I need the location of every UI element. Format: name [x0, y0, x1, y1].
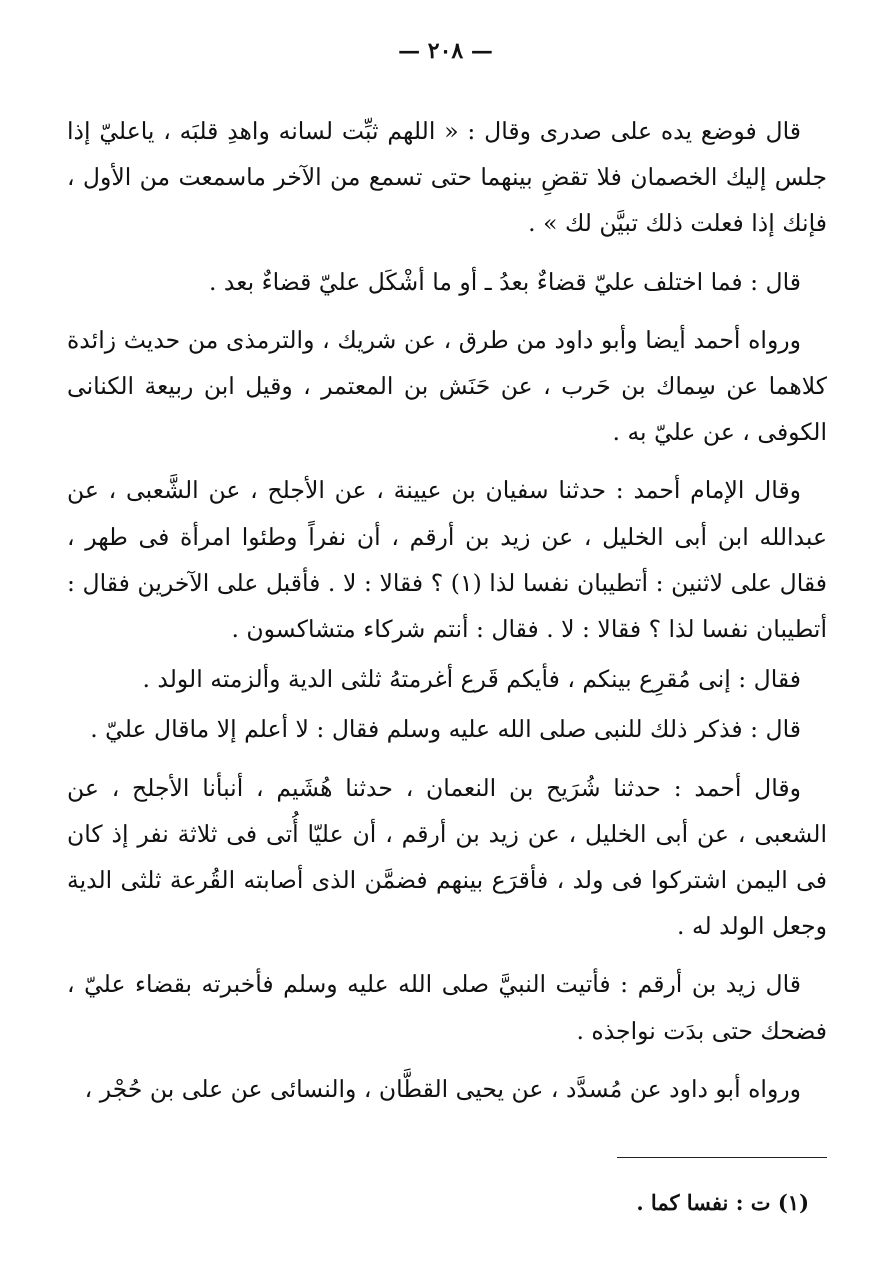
page-number: — ٢٠٨ —: [398, 38, 493, 64]
footnote: (١) ت : نفسا كما .: [636, 1190, 809, 1215]
paragraph-imam-ahmad: وقال الإمام أحمد : حدثنا سفيان بن عيينة ، عن الأجلح ، عن الشَّعبى ، عن عبدالله ابن أبى الخليل ، عن زيد بن أرقم ، أن نفراً وطئوا امرأة فى طهر ، فقال على لاثنين : أتطيبان نفسا لذا (١) ؟ فقالا : لا . فأقبل على الآخرين فقال : أتطيبان نفسا لذا ؟ فقالا : لا . فقال : أنتم شركاء متشاكسون .: [67, 476, 827, 644]
paragraph-narration-ahmad: ورواه أحمد أيضا وأبو داود من طرق ، عن شريك ، والترمذى من حديث زائدة كلاهما عن سِماك بن حَرب ، عن حَنَش بن المعتمر ، وقيل ابن ربيعة الكنانى الكوفى ، عن عليّ به .: [67, 325, 827, 447]
main-text: [67, 108, 827, 1124]
paragraph-prophet-reply: قال : فذكر ذلك للنبى صلى الله عليه وسلم فقال : لا أعلم إلا ماقال عليّ .: [90, 715, 801, 744]
paragraph-shurayh: وقال أحمد : حدثنا شُرَيح بن النعمان ، حدثنا هُشَيم ، أنبأنا الأجلح ، عن الشعبى ، عن أبى الخليل ، عن زيد بن أرقم ، أن عليّا أُتى فى ثلاثة نفر إذ كان فى اليمن اشتركوا فى ولد ، فأقرَع بينهم فضمَّن الذى أصابته القُرعة ثلثى الدية وجعل الولد له .: [67, 773, 827, 941]
paragraph-prayer: قال فوضع يده على صدرى وقال : « اللهم ثبِّت لسانه واهدِ قلبَه ، ياعليّ إذا جلس إليك الخصمان فلا تقضِ بينهما حتى تسمع من الآخر ماسمعت من الأول ، فإنك إذا فعلت ذلك تبيَّن لك » .: [67, 117, 827, 238]
paragraph-judgment: قال : فما اختلف عليّ قضاءٌ بعدُ ـ أو ما أشْكَل عليّ قضاءٌ بعد .: [208, 267, 801, 296]
paragraph-abu-dawud: ورواه أبو داود عن مُسدَّد ، عن يحيى القطَّان ، والنسائى عن على بن حُجْر ،: [84, 1074, 801, 1103]
paragraph-zayd: قال زيد بن أرقم : فأتيت النبيَّ صلى الله عليه وسلم فأخبرته بقضاء عليّ ، فضحك حتى بدَت نواجذه .: [67, 970, 827, 1045]
footnote-divider: [617, 1157, 827, 1158]
paragraph-lottery: فقال : إنى مُقرِع بينكم ، فأيكم قَرع أغرمتهُ ثلثى الدية وألزمته الولد .: [142, 665, 801, 694]
